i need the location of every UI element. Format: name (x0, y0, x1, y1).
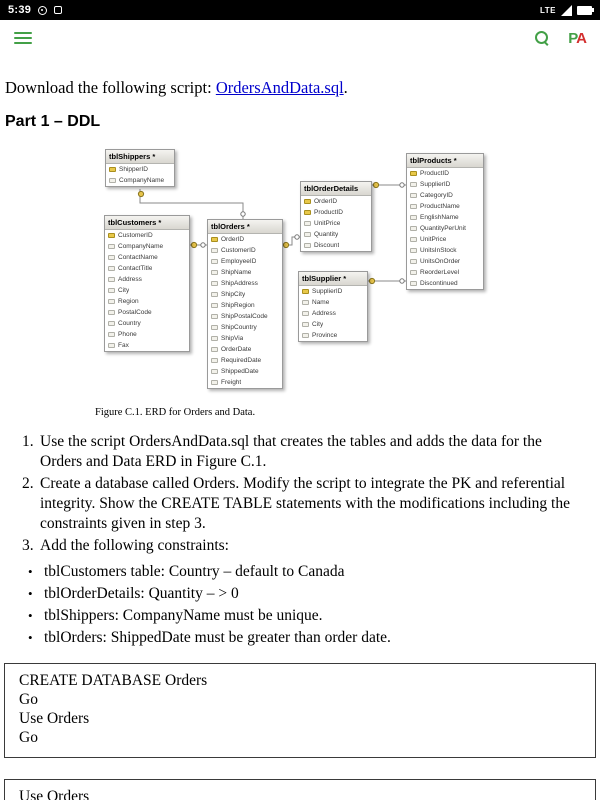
erd-field-label: UnitsInStock (420, 247, 457, 254)
primary-key-icon (304, 199, 311, 204)
erd-field-row (301, 229, 371, 240)
intro-text: Download the following script: (5, 78, 216, 97)
menu-hamburger-icon[interactable] (14, 29, 32, 47)
bullet-marker: • (28, 564, 33, 579)
erd-field-label: Name (312, 299, 330, 306)
erd-field-label: CompanyName (118, 243, 164, 250)
column-icon (410, 204, 417, 209)
erd-field-label: CustomerID (221, 247, 256, 254)
erd-field-row (105, 307, 189, 318)
erd-field-row (407, 212, 483, 223)
bullet-text: tblOrders: ShippedDate must be greater than order date. (44, 629, 391, 646)
erd-field-label: Country (118, 320, 141, 327)
numbered-list-item (0, 536, 600, 556)
erd-table-title: tblProducts * (407, 154, 483, 168)
erd-field-label: ShipVia (221, 335, 244, 342)
erd-table-tblShippers (105, 149, 175, 187)
erd-field-label: Region (118, 298, 139, 305)
erd-field-row (105, 318, 189, 329)
erd-field-row (407, 267, 483, 278)
erd-field-label: OrderID (314, 198, 338, 205)
erd-field-row (407, 278, 483, 289)
code-line: Go (19, 691, 38, 708)
bullet-text: tblCustomers table: Country – default to Canada (44, 563, 345, 580)
erd-field-row (407, 190, 483, 201)
list-item-text: Use the script OrdersAndData.sql that creates the tables and adds the data for the Orders and Data ERD in Figure C.1. (40, 433, 542, 470)
erd-table-tblSupplier (298, 271, 368, 342)
erd-field-label: CategoryID (420, 192, 453, 199)
erd-table-tblOrders (207, 219, 283, 389)
column-icon (410, 237, 417, 242)
column-icon (108, 310, 115, 315)
erd-field-label: Address (312, 310, 336, 317)
erd-field-row (208, 322, 282, 333)
erd-field-label: CompanyName (119, 177, 165, 184)
erd-field-row (106, 175, 174, 186)
erd-field-row (208, 366, 282, 377)
column-icon (108, 255, 115, 260)
primary-key-icon (109, 167, 116, 172)
erd-field-label: OrderDate (221, 346, 252, 353)
erd-table-title: tblSupplier * (299, 272, 367, 286)
erd-field-row (407, 168, 483, 179)
code-line: Go (19, 729, 38, 746)
erd-field-row (208, 234, 282, 245)
erd-field-row (105, 263, 189, 274)
document-scroll-area[interactable] (0, 78, 600, 800)
column-icon (108, 332, 115, 337)
status-bar (0, 0, 600, 20)
erd-field-row (407, 179, 483, 190)
column-icon (410, 259, 417, 264)
constraints-bullet-list (0, 561, 600, 649)
erd-field-row (105, 285, 189, 296)
column-icon (211, 270, 218, 275)
list-item-text: Add the following constraints: (40, 537, 229, 554)
erd-field-label: UnitsOnOrder (420, 258, 461, 265)
column-icon (211, 325, 218, 330)
column-icon (302, 333, 309, 338)
column-icon (211, 314, 218, 319)
erd-field-label: ProductID (314, 209, 343, 216)
erd-field-label: ProductID (420, 170, 449, 177)
erd-field-row (301, 207, 371, 218)
sql-code-box-1 (4, 663, 596, 758)
intro-suffix: . (343, 78, 348, 97)
column-icon (108, 288, 115, 293)
erd-field-label: SupplierID (420, 181, 451, 188)
erd-field-label: Phone (118, 331, 137, 338)
numbered-instructions-list (0, 432, 600, 556)
erd-field-row (208, 278, 282, 289)
intro-paragraph (5, 78, 600, 98)
erd-table-title: tblCustomers * (105, 216, 189, 230)
erd-field-row (208, 300, 282, 311)
column-icon (302, 322, 309, 327)
column-icon (108, 277, 115, 282)
column-icon (211, 358, 218, 363)
sql-code-box-2 (4, 779, 596, 800)
erd-field-row (105, 296, 189, 307)
erd-table-tblOrderDetails (300, 181, 372, 252)
network-type-label: LTE (539, 5, 556, 15)
erd-field-label: UnitPrice (420, 236, 447, 243)
erd-field-row (208, 256, 282, 267)
erd-field-label: Fax (118, 342, 129, 349)
column-icon (211, 281, 218, 286)
erd-field-label: Discount (314, 242, 340, 249)
erd-field-row (208, 311, 282, 322)
bullet-list-item (0, 583, 600, 605)
erd-field-row (407, 256, 483, 267)
column-icon (108, 321, 115, 326)
erd-field-label: ProductName (420, 203, 460, 210)
bullet-list-item (0, 627, 600, 649)
column-icon (410, 215, 417, 220)
erd-field-label: ShippedDate (221, 368, 259, 375)
erd-field-label: EmployeeID (221, 258, 257, 265)
erd-field-label: RequiredDate (221, 357, 262, 364)
erd-table-tblProducts (406, 153, 484, 290)
erd-field-row (299, 286, 367, 297)
column-icon (108, 299, 115, 304)
list-item-number: 2. (22, 475, 34, 492)
code-line: Use Orders (19, 788, 90, 800)
column-icon (211, 347, 218, 352)
erd-field-row (299, 308, 367, 319)
erd-field-row (407, 245, 483, 256)
column-icon (211, 248, 218, 253)
column-icon (211, 369, 218, 374)
erd-field-label: PostalCode (118, 309, 152, 316)
erd-field-label: EnglishName (420, 214, 459, 221)
bullet-list-item (0, 605, 600, 627)
numbered-list-item (0, 432, 600, 472)
bullet-marker: • (28, 608, 33, 623)
erd-field-row (105, 252, 189, 263)
erd-field-row (299, 330, 367, 341)
notification-app-icon (54, 6, 62, 14)
primary-key-icon (410, 171, 417, 176)
column-icon (108, 343, 115, 348)
erd-field-row (105, 340, 189, 351)
erd-field-label: ShipName (221, 269, 252, 276)
erd-field-row (105, 230, 189, 241)
column-icon (108, 244, 115, 249)
erd-field-label: OrderID (221, 236, 245, 243)
erd-field-row (208, 344, 282, 355)
erd-field-label: SupplierID (312, 288, 343, 295)
erd-field-label: ShipCountry (221, 324, 257, 331)
list-item-number: 3. (22, 537, 34, 554)
erd-field-row (208, 245, 282, 256)
column-icon (211, 259, 218, 264)
erd-field-label: ShipPostalCode (221, 313, 268, 320)
erd-field-label: City (312, 321, 324, 328)
erd-table-title: tblShippers * (106, 150, 174, 164)
column-icon (211, 380, 218, 385)
erd-field-row (301, 240, 371, 251)
erd-field-row (208, 355, 282, 366)
erd-table-tblCustomers (104, 215, 190, 352)
erd-field-label: ShipCity (221, 291, 246, 298)
bullet-text: tblShippers: CompanyName must be unique. (44, 607, 323, 624)
list-item-text: Create a database called Orders. Modify the script to integrate the PK and referential integrity. Show the CREATE TABLE statements with the modifications including the constraints given in step 3. (40, 475, 570, 532)
erd-field-label: ShipRegion (221, 302, 255, 309)
erd-field-row (407, 234, 483, 245)
erd-field-label: City (118, 287, 130, 294)
erd-field-label: ReorderLevel (420, 269, 460, 276)
primary-key-icon (108, 233, 115, 238)
column-icon (211, 303, 218, 308)
erd-field-label: Address (118, 276, 142, 283)
app-logo[interactable]: PA (568, 29, 586, 47)
erd-field-row (301, 196, 371, 207)
bullet-list-item (0, 561, 600, 583)
bullet-marker: • (28, 630, 33, 645)
battery-icon (577, 6, 592, 15)
erd-table-title: tblOrderDetails (301, 182, 371, 196)
erd-diagram-figure (0, 141, 600, 403)
bullet-marker: • (28, 586, 33, 601)
erd-field-row (301, 218, 371, 229)
column-icon (108, 266, 115, 271)
primary-key-icon (302, 289, 309, 294)
erd-field-row (407, 223, 483, 234)
bullet-text: tblOrderDetails: Quantity – > 0 (44, 585, 239, 602)
script-download-link[interactable]: OrdersAndData.sql (215, 78, 344, 97)
erd-field-row (208, 289, 282, 300)
erd-field-row (299, 297, 367, 308)
column-icon (211, 292, 218, 297)
search-icon[interactable] (534, 30, 550, 46)
erd-field-label: UnitPrice (314, 220, 341, 227)
signal-strength-icon (561, 5, 572, 16)
column-icon (410, 248, 417, 253)
app-toolbar (0, 20, 600, 56)
column-icon (211, 336, 218, 341)
primary-key-icon (211, 237, 218, 242)
code-line: CREATE DATABASE Orders (19, 672, 208, 689)
column-icon (410, 193, 417, 198)
code-line: Use Orders (19, 710, 90, 727)
column-icon (410, 226, 417, 231)
numbered-list-item (0, 474, 600, 534)
column-icon (109, 178, 116, 183)
figure-caption: Figure C.1. ERD for Orders and Data. (95, 407, 256, 418)
column-icon (302, 300, 309, 305)
column-icon (410, 182, 417, 187)
column-icon (304, 221, 311, 226)
erd-field-row (208, 333, 282, 344)
erd-field-label: Quantity (314, 231, 339, 238)
erd-field-row (407, 201, 483, 212)
erd-field-label: ContactName (118, 254, 158, 261)
list-item-number: 1. (22, 433, 34, 450)
erd-field-label: Freight (221, 379, 242, 386)
erd-field-label: Province (312, 332, 338, 339)
erd-field-label: ShipperID (119, 166, 148, 173)
column-icon (302, 311, 309, 316)
erd-table-title: tblOrders * (208, 220, 282, 234)
erd-field-label: Discontinued (420, 280, 458, 287)
erd-field-row (105, 241, 189, 252)
erd-field-row (105, 329, 189, 340)
erd-field-label: ShipAddress (221, 280, 258, 287)
erd-field-row (208, 377, 282, 388)
erd-field-label: ContactTitle (118, 265, 153, 272)
notification-record-icon (38, 6, 47, 15)
erd-field-row (299, 319, 367, 330)
primary-key-icon (304, 210, 311, 215)
part-heading: Part 1 – DDL (5, 113, 101, 130)
column-icon (410, 270, 417, 275)
erd-field-label: CustomerID (118, 232, 153, 239)
column-icon (304, 232, 311, 237)
column-icon (304, 243, 311, 248)
erd-field-row (208, 267, 282, 278)
erd-field-label: QuantityPerUnit (420, 225, 466, 232)
status-time: 5:39 (8, 4, 32, 16)
column-icon (410, 281, 417, 286)
erd-field-row (105, 274, 189, 285)
erd-field-row (106, 164, 174, 175)
